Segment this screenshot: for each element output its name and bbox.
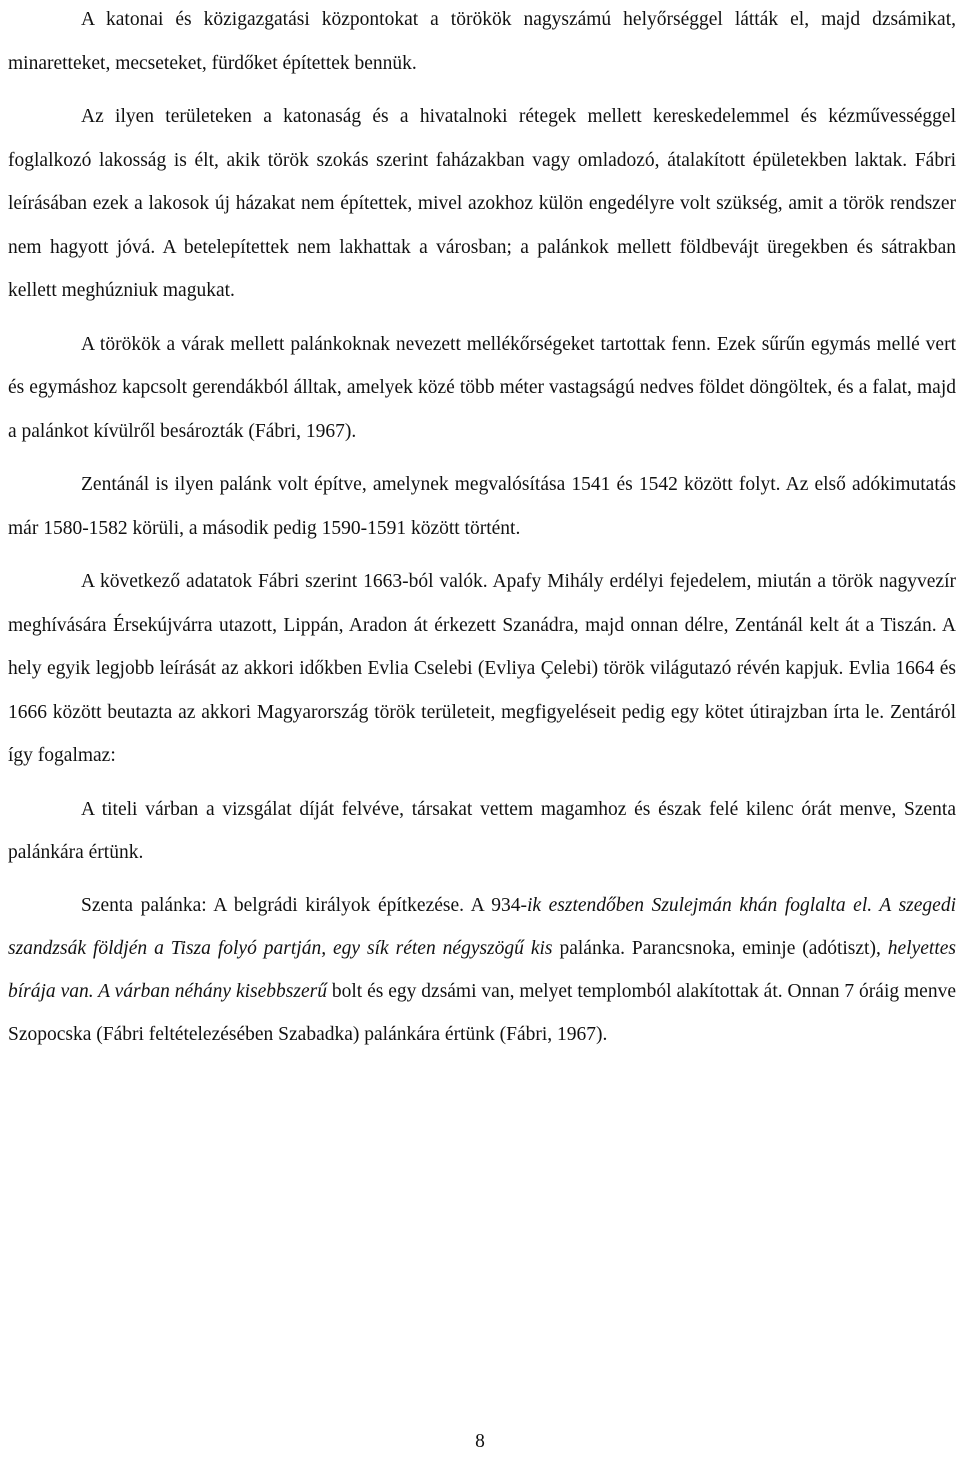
paragraph-4: Zentánál is ilyen palánk volt építve, amelynek megvalósítása 1541 és 1542 között folyt. Az első adókimutatás már 1580-1582 körüli, a második pedig 1590-1591 között történt. (8, 474, 956, 539)
paragraph-5: A következő adatatok Fábri szerint 1663-ból valók. Apafy Mihály erdélyi fejedelem, miután a török nagyvezír meghívására Érsekújvárra utazott, Lippán, Aradon át érkezett Szanádra, majd onnan délre, Zentánál kelt át a Tiszán. A hely egyik legjobb leírását az akkori időkben Evlia Cselebi (Evliya Çelebi) török világutazó révén kapjuk. Evlia 1664 és 1666 között beutazta az akkori Magyarország török területeit, megfigyeléseit pedig egy kötet útirajzban írta le. Zentáról így fogalmaz: (8, 571, 956, 766)
quote-text-run: Szenta palánka: A belgrádi királyok építkezése. A 934- (81, 894, 527, 916)
paragraph-1: A katonai és közigazgatási központokat a törökök nagyszámú helyőrséggel látták el, majd dzsámikat, minaretteket, mecseteket, fürdőket építettek bennük. (8, 9, 956, 74)
paragraph-2: Az ilyen területeken a katonaság és a hivatalnoki rétegek mellett kereskedelemmel és kézművességgel foglalkozó lakosság is élt, akik török szokás szerint faházakban vagy omladozó, átalakított épületekben laktak. Fábri leírásában ezek a lakosok új házakat nem építettek, mivel azokhoz külön engedélyre volt szükség, amit a török rendszer nem hagyott jóvá. A betelepítettek nem lakhattak a városban; a palánkok mellett földbevájt üregekben és sátrakban kellett meghúzniuk magukat. (8, 106, 956, 301)
quote-text-run: bolt és egy dzsámi van, melyet templomból alakítottak át. Onnan 7 óráig menve Szopocska (Fábri feltételezésében Szabadka) palánkára értünk (Fábri, 1967). (8, 980, 956, 1045)
document-page (8, 0, 956, 1056)
page-number: 8 (475, 1431, 485, 1452)
paragraph-3: A törökök a várak mellett palánkoknak nevezett mellékőrségeket tartottak fenn. Ezek sűrűn egymás mellé vert és egymáshoz kapcsolt gerendákból álltak, amelyek közé több méter vastagságú nedves földet döngöltek, és a falat, majd a palánkot kívülről besározták (Fábri, 1967). (8, 333, 956, 442)
quote-paragraph-1: A titeli várban a vizsgálat díját felvéve, társakat vettem magamhoz és észak felé kilenc órát menve, Szenta palánkára értünk. (8, 798, 956, 863)
quote-text-run: palánka. Parancsnoka, eminje (adótiszt), (552, 937, 888, 959)
quote-italic-run: helyettes bírája van. A várban néhány kisebbszerű (8, 937, 956, 1002)
quote-italic-run: ik esztendőben Szulejmán khán foglalta el. A szegedi szandzsák földjén a Tisza folyó partján, egy sík réten négyszögű kis (8, 894, 956, 959)
quote-paragraph-2 (8, 884, 956, 1056)
